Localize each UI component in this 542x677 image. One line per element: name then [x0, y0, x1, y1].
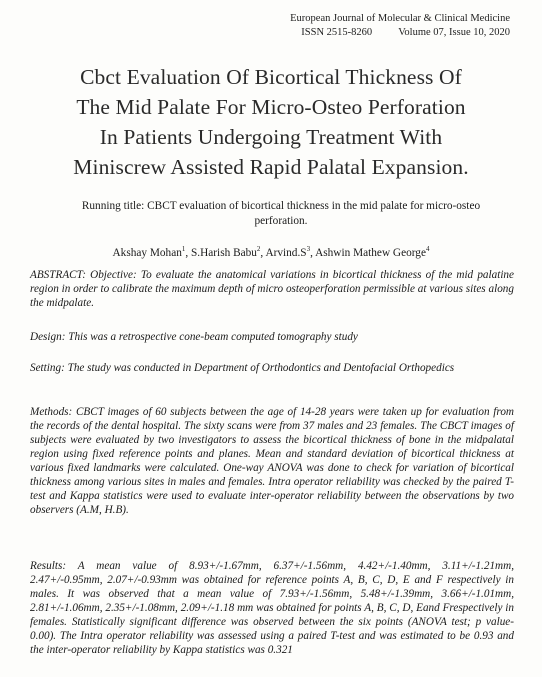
author-list: Akshay Mohan$^1$, S.Harish Babu$^2$, $Arvind.S^3$, Ashwin Mathew George$^4$: [112, 245, 430, 259]
journal-name: European Journal of Molecular & Clinical Medicine: [290, 13, 510, 24]
title-line: Cbct Evaluation Of Bicortical Thickness Of: [80, 65, 462, 89]
author-affiliation: 1: [181, 245, 186, 253]
author-name: Ashwin Mathew George: [315, 246, 426, 259]
running-title: [60, 199, 502, 229]
title-line: In Patients Undergoing Treatment With: [99, 125, 443, 149]
paper-title: [20, 62, 522, 182]
author-affiliation: 3: [306, 245, 311, 253]
journal-volume: Volume 07, Issue 10, 2020: [398, 27, 510, 38]
author-affiliation: 4: [425, 245, 430, 253]
author-name: Akshay Mohan: [112, 246, 182, 259]
journal-issn-volume: [290, 26, 510, 40]
journal-issn: ISSN 2515-8260: [301, 27, 373, 38]
title-line: The Mid Palate For Micro-Osteo Perforation: [76, 95, 466, 119]
running-title-line: Running title: CBCT evaluation of bicortical thickness in the mid palate for micro-osteo: [81, 200, 481, 212]
author-name: Arvind.S: [265, 246, 307, 259]
author-name: S.Harish Babu: [191, 246, 257, 259]
title-line: Miniscrew Assisted Rapid Palatal Expansion.: [73, 155, 469, 179]
running-title-line: perforation.: [254, 215, 308, 227]
abstract-methods: Methods: CBCT images of 60 subjects between the age of 14-28 years were taken up for evaluation from the records of the dental hospital. The sixty scans were from 37 males and 23 females. The CBCT images of subjects were evaluated by two investigators to assess the bicortical thickness of bone in the midpalatal region using fixed reference points and planes. Mean and standard deviation of bicortical thickness at various fixed landmarks were calculated. One-way ANOVA was done to check for variation of bicortical thickness among various sites in males and females. Intra operator reliability was checked by the paired T- test and Kappa statistics were used to evaluate inter-operator reliability between the observations by two observers (A.M, H.B).: [30, 406, 514, 516]
abstract-setting: Setting: The study was conducted in Department of Orthodontics and Dentofacial Orthopedics: [30, 362, 455, 374]
abstract-objective: ABSTRACT: Objective: To evaluate the anatomical variations in bicortical thickness of the mid palatine region in order to calibrate the maximum depth of micro osteoperforation permissible at various sites along the midpalate.: [30, 269, 514, 309]
author-affiliation: 2: [256, 245, 261, 253]
abstract-design: Design: This was a retrospective cone-beam computed tomography study: [30, 331, 358, 343]
journal-header: [290, 12, 510, 40]
abstract-results: Results: A mean value of 8.93+/-1.67mm, 6.37+/-1.56mm, 4.42+/-1.40mm, 3.11+/-1.21mm, 2.47+/-0.95mm, 2.07+/-0.93mm was obtained for reference points A, B, C, D, E and F respectively in males. It was observed that a mean value of 7.93+/-1.56mm, 5.48+/-1.39mm, 3.66+/-1.01mm, 2.81+/-1.06mm, 2.35+/-1.08mm, 2.09+/-1.18 mm was obtained for points A, B, C, D, Eand Frespectively in females. Statistically significant difference was observed between the six points (ANOVA test; p value- 0.00). The Intra operator reliability was assessed using a paired T-test and was estimated to be 0.93 and the inter-operator reliability by Kappa statistics was 0.321: [30, 560, 514, 656]
